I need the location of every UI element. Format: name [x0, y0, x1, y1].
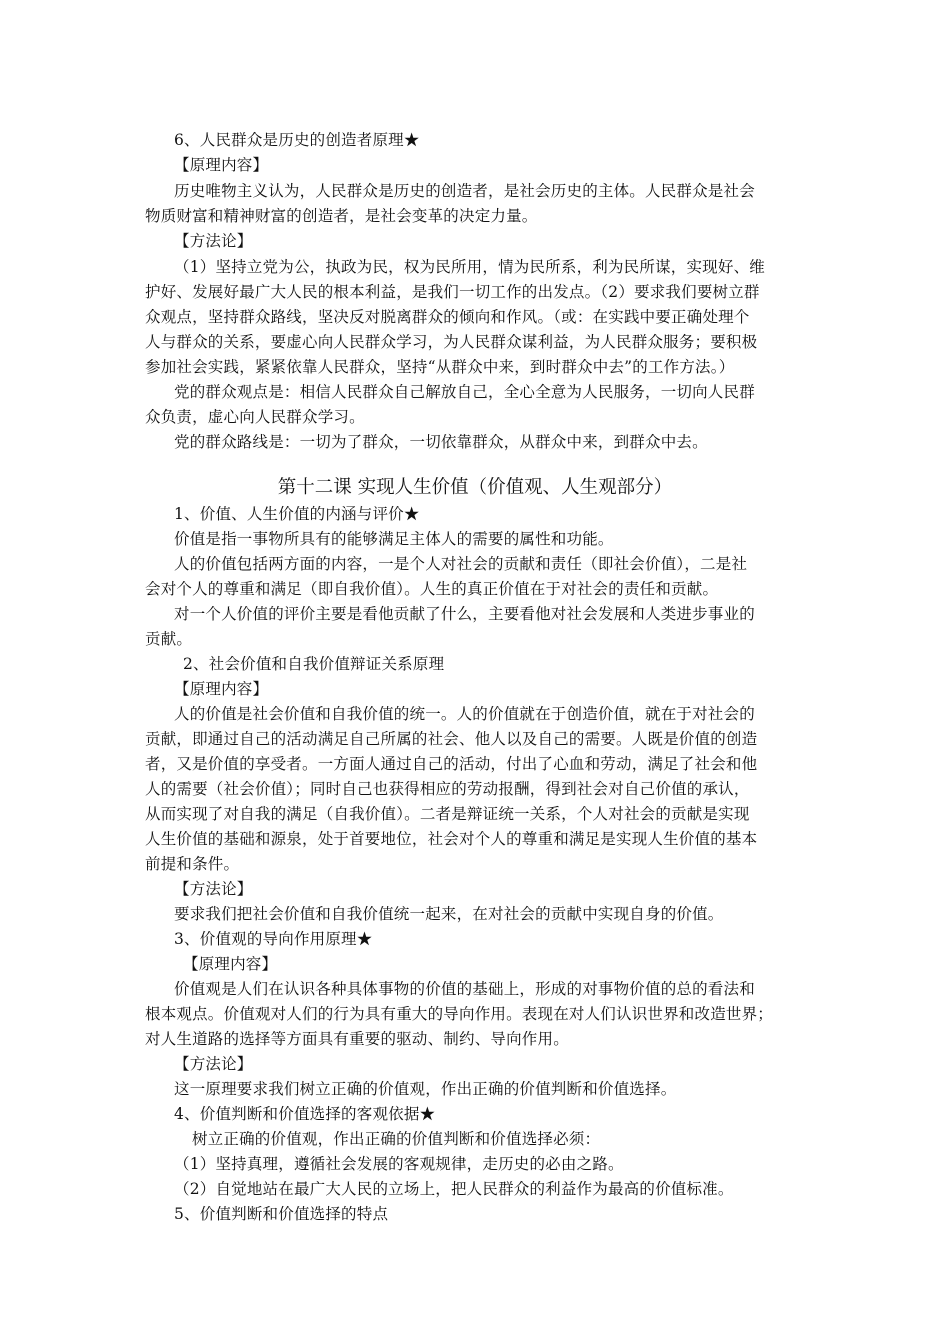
- paragraph-line: 对一个人价值的评价主要是看他贡献了什么，主要看他对社会发展和人类进步事业的: [174, 605, 755, 623]
- paragraph-line: 人的价值包括两方面的内容，一是个人对社会的贡献和责任（即社会价值），二是社: [174, 555, 748, 573]
- paragraph-line: 贡献，即通过自己的活动满足自己所属的社会、他人以及自己的需要。人既是价值的创造: [145, 730, 758, 748]
- paragraph-line: 树立正确的价值观，作出正确的价值判断和价值选择必须：: [192, 1130, 601, 1148]
- paragraph-line: 党的群众观点是：相信人民群众自己解放自己，全心全意为人民服务，一切向人民群: [174, 383, 755, 401]
- method-label: 【方法论】: [174, 1055, 253, 1073]
- method-label: 【方法论】: [174, 232, 253, 250]
- section-heading: 2、社会价值和自我价值辩证关系原理: [183, 655, 445, 673]
- paragraph-line: 要求我们把社会价值和自我价值统一起来，在对社会的贡献中实现自身的价值。: [174, 905, 724, 923]
- method-label: 【方法论】: [174, 880, 253, 898]
- section-heading: 3、价值观的导向作用原理★: [174, 930, 373, 948]
- paragraph-line: 贡献。: [145, 630, 193, 648]
- section-heading: 4、价值判断和价值选择的客观依据★: [174, 1105, 436, 1123]
- paragraph-line: 众负责，虚心向人民群众学习。: [145, 408, 365, 426]
- paragraph-line: 会对个人的尊重和满足（即自我价值）。人生的真正价值在于对社会的责任和贡献。: [145, 580, 719, 598]
- section-heading: 5、价值判断和价值选择的特点: [174, 1205, 389, 1223]
- lesson-title: 第十二课 实现人生价值（价值观、人生观部分）: [277, 477, 673, 498]
- principle-label: 【原理内容】: [183, 955, 278, 973]
- paragraph-line: （1）坚持立党为公，执政为民，权为民所用，情为民所系，利为民所谋，实现好、维: [174, 258, 765, 276]
- paragraph-line: 党的群众路线是：一切为了群众，一切依靠群众，从群众中来，到群众中去。: [174, 433, 708, 451]
- paragraph-line: 人与群众的关系，要虚心向人民群众学习，为人民群众谋利益，为人民群众服务；要积极: [145, 333, 758, 351]
- paragraph-line: 众观点，坚持群众路线，坚决反对脱离群众的倾向和作风。（或：在实践中要正确处理个: [145, 308, 750, 326]
- paragraph-line: 者，又是价值的享受者。一方面人通过自己的活动，付出了心血和劳动，满足了社会和他: [145, 755, 758, 773]
- paragraph-line: 价值观是人们在认识各种具体事物的价值的基础上，形成的对事物价值的总的看法和: [174, 980, 755, 998]
- paragraph-line: 人的价值是社会价值和自我价值的统一。人的价值就在于创造价值，就在于对社会的: [174, 705, 755, 723]
- paragraph-line: 从而实现了对自我的满足（自我价值）。二者是辩证统一关系，个人对社会的贡献是实现: [145, 805, 750, 823]
- section-heading: 1、价值、人生价值的内涵与评价★: [174, 505, 420, 523]
- paragraph-line: 人的需要（社会价值）；同时自己也获得相应的劳动报酬，得到社会对自己价值的承认，: [145, 780, 750, 798]
- paragraph-line: 人生价值的基础和源泉，处于首要地位，社会对个人的尊重和满足是实现人生价值的基本: [145, 830, 758, 848]
- paragraph-line: 历史唯物主义认为，人民群众是历史的创造者，是社会历史的主体。人民群众是社会: [174, 182, 755, 200]
- paragraph-line: 对人生道路的选择等方面具有重要的驱动、制约、导向作用。: [145, 1030, 569, 1048]
- principle-label: 【原理内容】: [174, 156, 269, 174]
- principle-label: 【原理内容】: [174, 680, 269, 698]
- paragraph-line: 前提和条件。: [145, 855, 240, 873]
- paragraph-line: 这一原理要求我们树立正确的价值观，作出正确的价值判断和价值选择。: [174, 1080, 677, 1098]
- paragraph-line: 价值是指一事物所具有的能够满足主体人的需要的属性和功能。: [174, 530, 614, 548]
- paragraph-line: 根本观点。价值观对人们的行为具有重大的导向作用。表现在对人们认识世界和改造世界；: [145, 1005, 774, 1023]
- list-item: （2）自觉地站在最广大人民的立场上，把人民群众的利益作为最高的价值标准。: [174, 1180, 734, 1198]
- list-item: （1）坚持真理，遵循社会发展的客观规律，走历史的必由之路。: [174, 1155, 624, 1173]
- paragraph-line: 护好、发展好最广大人民的根本利益，是我们一切工作的出发点。（2）要求我们要树立群: [145, 283, 760, 301]
- paragraph-line: 参加社会实践，紧紧依靠人民群众，坚持“从群众中来，到时群众中去”的工作方法。）: [145, 358, 735, 376]
- paragraph-line: 物质财富和精神财富的创造者，是社会变革的决定力量。: [145, 207, 538, 225]
- section-heading: 6、人民群众是历史的创造者原理★: [174, 131, 420, 149]
